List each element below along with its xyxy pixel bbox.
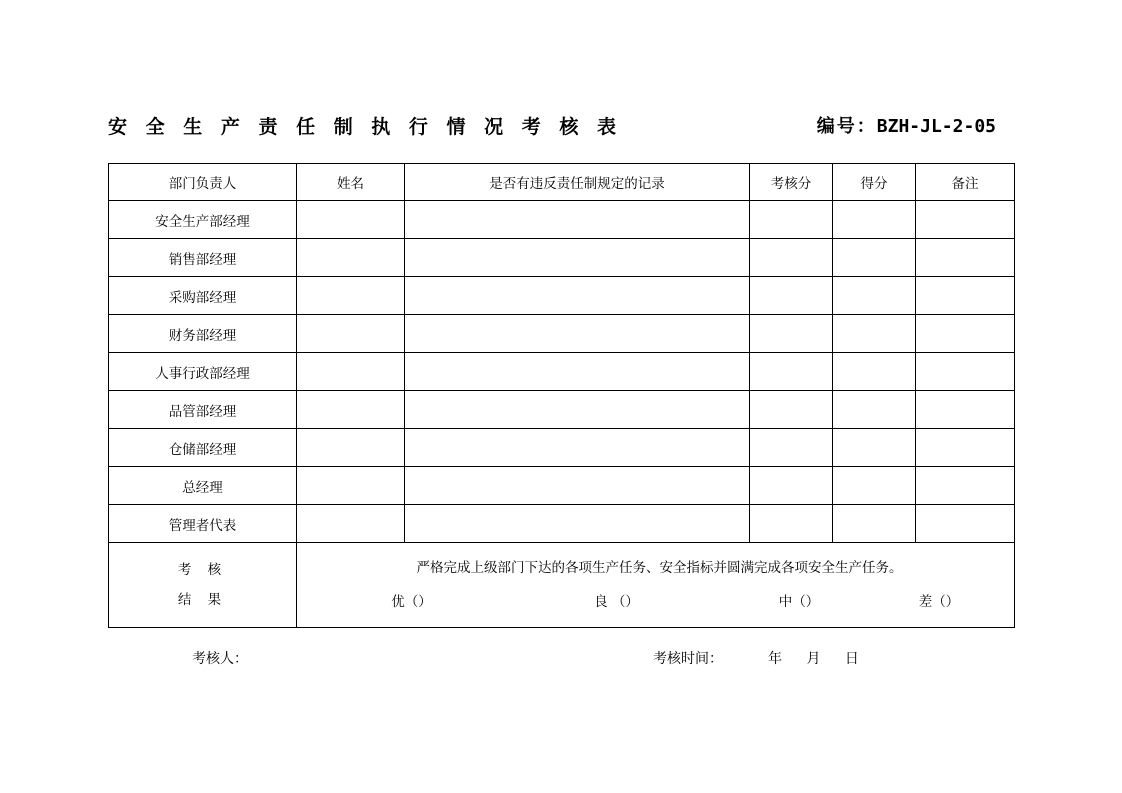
document-code-label: 编号： <box>816 116 877 137</box>
document-footer <box>108 648 1014 672</box>
cell-record[interactable] <box>405 277 750 315</box>
document-header <box>108 105 1014 145</box>
cell-point[interactable] <box>833 353 916 391</box>
assessment-table-wrapper <box>108 163 1014 628</box>
result-label-cell <box>109 543 297 628</box>
cell-record[interactable] <box>405 239 750 277</box>
cell-name[interactable] <box>297 277 405 315</box>
cell-name[interactable] <box>297 201 405 239</box>
document-code <box>817 112 1014 138</box>
cell-note[interactable] <box>916 201 1015 239</box>
cell-name[interactable] <box>297 353 405 391</box>
cell-note[interactable] <box>916 353 1015 391</box>
cell-score[interactable] <box>750 353 833 391</box>
assess-time-label: 考核时间： <box>653 651 723 667</box>
grade-option-good[interactable]: 良 （） <box>594 594 639 611</box>
cell-record[interactable] <box>405 467 750 505</box>
cell-score[interactable] <box>750 467 833 505</box>
cell-record[interactable] <box>405 505 750 543</box>
cell-role: 安全生产部经理 <box>109 201 297 239</box>
cell-record[interactable] <box>405 315 750 353</box>
result-label-line1: 考 核 <box>177 561 228 578</box>
cell-role: 人事行政部经理 <box>109 353 297 391</box>
cell-record[interactable] <box>405 353 750 391</box>
cell-role: 总经理 <box>109 467 297 505</box>
cell-note[interactable] <box>916 505 1015 543</box>
cell-point[interactable] <box>833 391 916 429</box>
assessor-label: 考核人： <box>192 651 248 667</box>
cell-role: 采购部经理 <box>109 277 297 315</box>
table-row <box>109 391 1015 429</box>
cell-note[interactable] <box>916 277 1015 315</box>
cell-score[interactable] <box>750 277 833 315</box>
grade-option-average[interactable]: 中（） <box>778 594 820 611</box>
table-row <box>109 201 1015 239</box>
assessment-table <box>108 163 1015 628</box>
cell-point[interactable] <box>833 201 916 239</box>
cell-name[interactable] <box>297 429 405 467</box>
cell-point[interactable] <box>833 467 916 505</box>
cell-score[interactable] <box>750 239 833 277</box>
table-row <box>109 277 1015 315</box>
table-row <box>109 315 1015 353</box>
cell-record[interactable] <box>405 391 750 429</box>
header-cell-point: 得分 <box>833 164 916 201</box>
table-header-row <box>109 164 1015 201</box>
table-row <box>109 429 1015 467</box>
cell-score[interactable] <box>750 429 833 467</box>
cell-name[interactable] <box>297 505 405 543</box>
table-row <box>109 239 1015 277</box>
result-grade-options <box>309 590 1010 610</box>
cell-name[interactable] <box>297 467 405 505</box>
cell-note[interactable] <box>916 467 1015 505</box>
cell-role: 销售部经理 <box>109 239 297 277</box>
cell-note[interactable] <box>916 315 1015 353</box>
cell-score[interactable] <box>750 201 833 239</box>
header-cell-name: 姓名 <box>297 164 405 201</box>
header-cell-record: 是否有违反责任制规定的记录 <box>405 164 750 201</box>
cell-point[interactable] <box>833 277 916 315</box>
document-code-value: BZH-JL-2-05 <box>876 116 996 137</box>
cell-point[interactable] <box>833 505 916 543</box>
cell-score[interactable] <box>750 315 833 353</box>
assessment-result-row <box>109 543 1015 628</box>
cell-note[interactable] <box>916 239 1015 277</box>
cell-note[interactable] <box>916 391 1015 429</box>
cell-point[interactable] <box>833 429 916 467</box>
table-row <box>109 353 1015 391</box>
result-body-cell <box>297 543 1015 628</box>
page-title: 安 全 生 产 责 任 制 执 行 情 况 考 核 表 <box>108 115 622 138</box>
cell-score[interactable] <box>750 391 833 429</box>
cell-note[interactable] <box>916 429 1015 467</box>
cell-name[interactable] <box>297 239 405 277</box>
header-cell-note: 备注 <box>916 164 1015 201</box>
cell-role: 财务部经理 <box>109 315 297 353</box>
result-label-line2: 结 果 <box>177 592 228 608</box>
cell-record[interactable] <box>405 201 750 239</box>
cell-role: 品管部经理 <box>109 391 297 429</box>
table-row <box>109 505 1015 543</box>
cell-record[interactable] <box>405 429 750 467</box>
header-cell-role: 部门负责人 <box>109 164 297 201</box>
grade-option-poor[interactable]: 差（） <box>918 594 960 611</box>
table-row <box>109 467 1015 505</box>
cell-name[interactable] <box>297 391 405 429</box>
cell-role: 管理者代表 <box>109 505 297 543</box>
cell-name[interactable] <box>297 315 405 353</box>
header-cell-score: 考核分 <box>750 164 833 201</box>
result-description: 严格完成上级部门下达的各项生产任务、安全指标并圆满完成各项安全生产任务。 <box>416 559 903 576</box>
cell-score[interactable] <box>750 505 833 543</box>
date-units-label: 年 月 日 <box>768 651 869 667</box>
grade-option-excellent[interactable]: 优（） <box>391 594 432 611</box>
cell-role: 仓储部经理 <box>109 429 297 467</box>
cell-point[interactable] <box>833 239 916 277</box>
cell-point[interactable] <box>833 315 916 353</box>
